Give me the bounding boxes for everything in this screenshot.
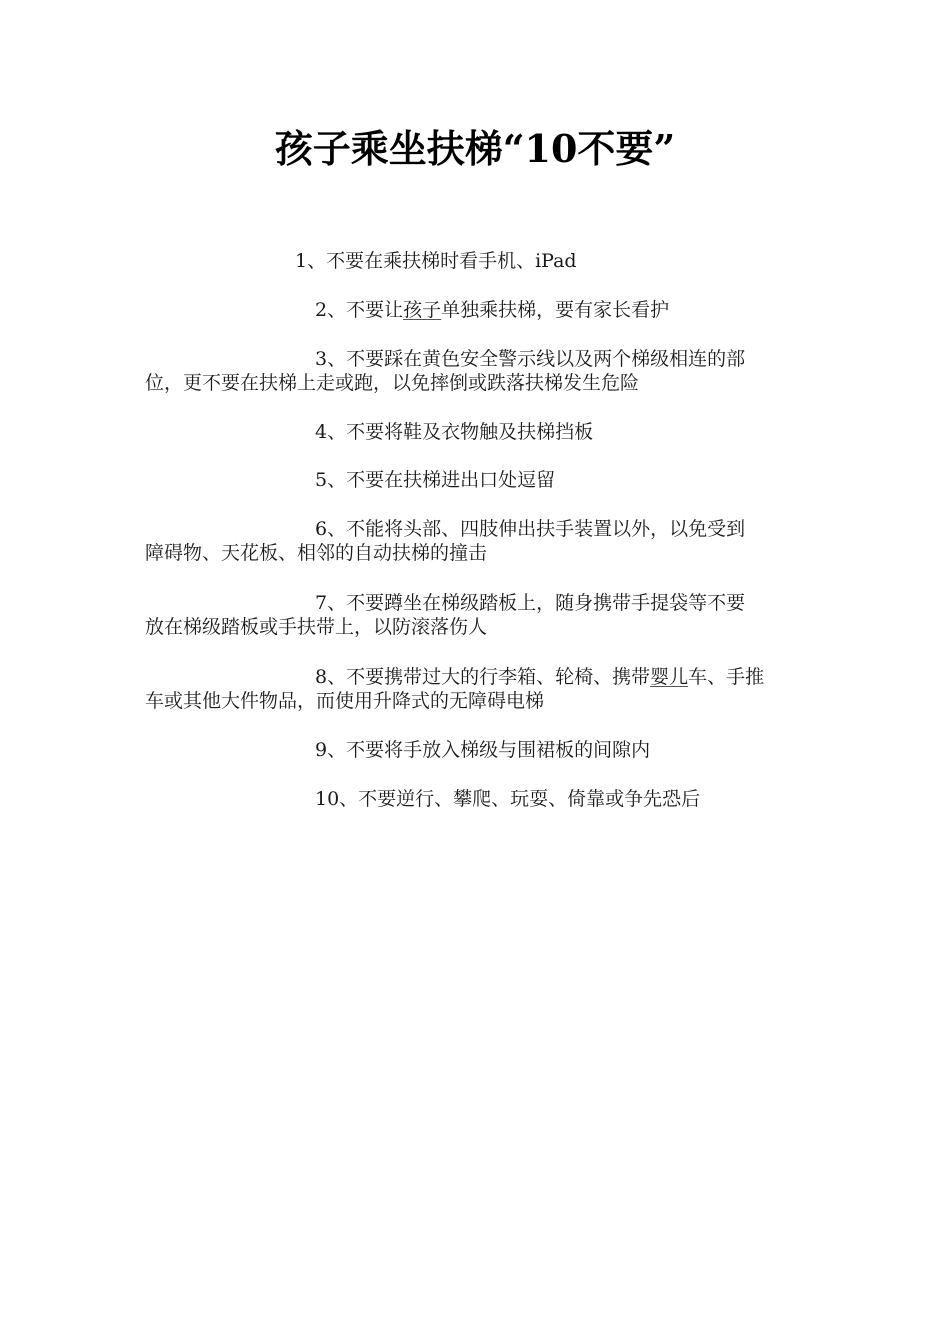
list-item-8-before: 8、不要携带过大的行李箱、轮椅、携带	[315, 666, 651, 688]
child-link[interactable]: 孩子	[403, 299, 442, 321]
list-item-8-line1	[145, 665, 813, 689]
list-item-7-line2: 放在梯级踏板或手扶带上，以防滚落伤人	[145, 616, 488, 638]
list-item-3-line2: 位，更不要在扶梯上走或跑，以免摔倒或跌落扶梯发生危险	[145, 372, 640, 394]
list-item-10	[145, 787, 813, 811]
list-item-1: 1、不要在乘扶梯时看手机、iPad	[295, 250, 577, 272]
list-item-9-text: 9、不要将手放入梯级与围裙板的间隙内	[315, 739, 651, 761]
list-item-6-line1: 6、不能将头部、四肢伸出扶手装置以外，以免受到	[315, 518, 746, 540]
list-item-7-line1: 7、不要蹲坐在梯级踏板上，随身携带手提袋等不要	[315, 592, 746, 614]
list-item-9	[145, 738, 813, 762]
list-item-7	[145, 591, 813, 639]
list-item-3	[145, 347, 813, 395]
list-item-5	[145, 468, 813, 492]
list-item-4-text: 4、不要将鞋及衣物触及扶梯挡板	[315, 421, 594, 443]
list-item-10-text: 10、不要逆行、攀爬、玩耍、倚靠或争先恐后	[315, 788, 701, 810]
list-item-2-before: 2、不要让	[315, 299, 404, 321]
document-title: 孩子乘坐扶梯“10不要”	[274, 126, 676, 171]
list-item-4	[145, 420, 813, 444]
list-item-8	[145, 665, 813, 713]
list-item-8-line2: 车或其他大件物品，而使用升降式的无障碍电梯	[145, 690, 545, 712]
list-item-6-line2: 障碍物、天花板、相邻的自动扶梯的撞击	[145, 542, 488, 564]
list-item-8-after: 车、手推	[688, 666, 765, 688]
list-item-6	[145, 517, 813, 565]
list-item-2	[145, 298, 813, 322]
baby-link[interactable]: 婴儿	[650, 666, 689, 688]
list-item-5-text: 5、不要在扶梯进出口处逗留	[315, 469, 556, 491]
list-item-2-after: 单独乘扶梯，要有家长看护	[441, 299, 670, 321]
list-item-3-line1: 3、不要踩在黄色安全警示线以及两个梯级相连的部	[315, 348, 746, 370]
